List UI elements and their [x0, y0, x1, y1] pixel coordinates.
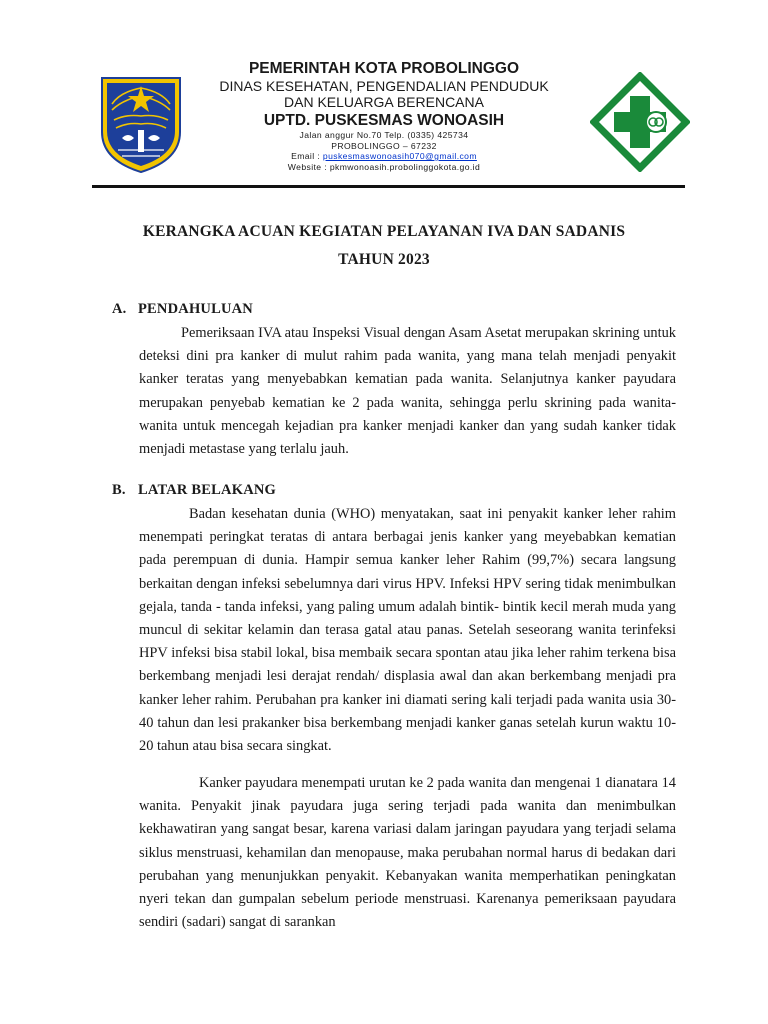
- document-year: TAHUN 2023: [338, 251, 430, 268]
- website-label: Website :: [287, 161, 330, 172]
- email-link[interactable]: puskesmaswonoasih070@gmail.com: [322, 151, 477, 161]
- section-marker: B.: [112, 482, 126, 498]
- department-name-line2: DAN KELUARGA BERENCANA: [284, 94, 484, 110]
- section-heading-b: [112, 482, 276, 499]
- puskesmas-cross-icon: [590, 72, 690, 172]
- website-link[interactable]: pkmwonoasih.probolinggokota.go.id: [329, 161, 481, 172]
- letterhead: [190, 60, 578, 172]
- government-name: PEMERINTAH KOTA PROBOLINGGO: [248, 60, 520, 77]
- paragraph-latar-belakang-2: [139, 772, 676, 934]
- section-title: LATAR BELAKANG: [138, 482, 277, 498]
- paragraph-text: Badan kesehatan dunia (WHO) menyatakan, saat ini penyakit kanker leher rahim menempati peringkat teratas di antara berbagai jenis kanker yang meyebabkan kematian pada perempuan di dunia. Hampir semua kanker leher Rahim (99,7%) secara langsung berkaitan dengan infeksi sebelumnya dari virus HPV. Infeksi HPV sering tidak menimbulkan gejala, tanda - tanda infeksi, yang paling umum adalah bintik- bintik kecil merah muda yang muncul di sekitar kelamin dan terasa gatal atau panas. Setelah seseorang wanita terinfeksi HPV infeksi bisa stabil lokal, bisa membaik secara spontan atau jika leher rahim terkena bisa berkembang menjadi lesi derajat rendah/ displasia awal dan akan berkembang menjadi pra kanker leher rahim. Perubahan pra kanker ini diamati sering kali terjadi pada wanita usia 30-40 tahun dan lesi prakanker bisa berkembang menjadi kanker ganas setelah kurun waktu 10-20 tahun atau bisa secara singkat.: [139, 506, 676, 755]
- department-name-line1: DINAS KESEHATAN, PENGENDALIAN PENDUDUK: [219, 78, 549, 94]
- city-coat-of-arms-icon: [98, 74, 184, 174]
- city-postcode: PROBOLINGGO – 67232: [331, 140, 437, 151]
- section-heading-a: [112, 301, 253, 318]
- paragraph-text: Kanker payudara menempati urutan ke 2 pada wanita dan mengenai 1 dianatara 14 wanita. Penyakit jinak payudara juga sering terjadi pada wanita dan menimbulkan kekhawatiran yang sangat besar, karena variasi dalam jaringan payudara yang terjadi selama siklus menstruasi, kehamilan dan menopause, maka perubahan normal harus di bedakan dari perubahan yang menunjukkan penyakit. Kebanyakan wanita memperhatikan peningkatan nyeri tekan dan gumpalan sebelum periode menstruasi. Karenanya pemeriksaan payudara sendiri (sadari) sangat di sarankan: [139, 775, 676, 931]
- email-label: Email :: [291, 151, 323, 161]
- email-line: [190, 151, 578, 162]
- paragraph-latar-belakang-1: [139, 503, 676, 758]
- section-title: PENDAHULUAN: [138, 301, 253, 317]
- document-title: KERANGKA ACUAN KEGIATAN PELAYANAN IVA DAN SADANIS: [142, 223, 626, 240]
- website-line: [190, 162, 578, 173]
- letterhead-divider: [92, 185, 685, 188]
- address: Jalan anggur No.70 Telp. (0335) 425734: [299, 130, 469, 140]
- section-marker: A.: [112, 301, 127, 317]
- paragraph-pendahuluan: [139, 322, 676, 461]
- unit-name: UPTD. PUSKESMAS WONOASIH: [263, 112, 505, 129]
- paragraph-text: Pemeriksaan IVA atau Inspeksi Visual dengan Asam Asetat merupakan skrining untuk deteksi dini pra kanker di mulut rahim pada wanita, yang mana telah menjadi penyakit kanker teratas yang menyebabkan kematian pada wanita. Selanjutnya kanker payudara merupakan penyebab kematian ke 2 pada wanita, sehingga perlu skrining pada wanita-wanita untuk mencegah kejadian pra kanker menjadi kanker dan yang sudah kanker tidak menjadi metastase yang terlalu jauh.: [139, 325, 676, 458]
